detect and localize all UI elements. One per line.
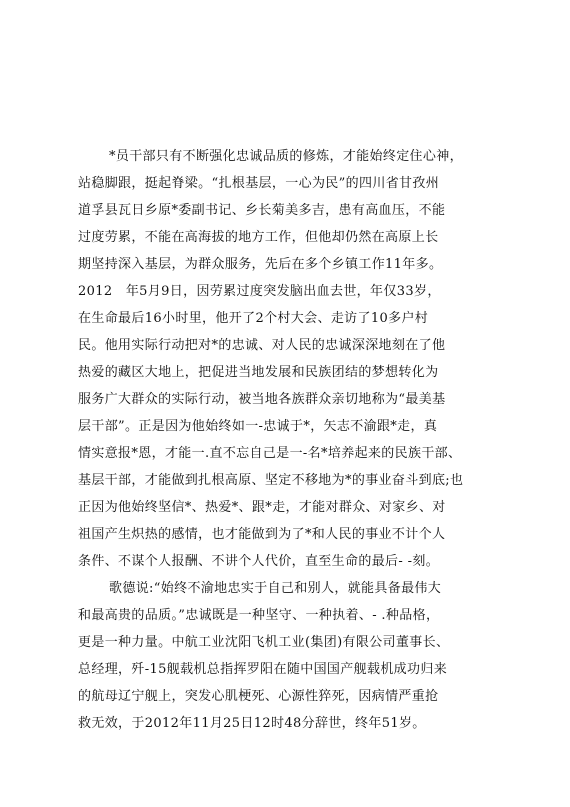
text-line: 道孚县瓦日乡原*委副书记、乡长菊美多吉，患有高血压，不能 <box>78 203 446 218</box>
text-line: 和最高贵的品质。”忠诚既是一种坚守、一种执着、- .种品格， <box>78 608 440 623</box>
text-line: 过度劳累，不能在高海拔的地方工作，但他却仍然在高原上长 <box>78 230 439 245</box>
text-line: 更是一种力量。中航工业沈阳飞机工业(集团)有限公司董事长、 <box>78 635 450 650</box>
text-line: 情实意报*恩，才能一.直不忘自己是一-名*培养起来的民族干部、 <box>78 446 462 461</box>
text-line: 热爱的藏区大地上，把促进当地发展和民族团结的梦想转化为 <box>78 365 439 380</box>
text-line: 祖国产生炽热的感情，也才能做到为了*和人民的事业不计个人 <box>78 527 446 542</box>
text-line: 民。他用实际行动把对*的忠诚、对人民的忠诚深深地刻在了他 <box>78 338 446 353</box>
text-line: 基层干部，才能做到扎根高原、坚定不移地为*的事业奋斗到底;也 <box>78 473 464 488</box>
text-line: 2012 年5月9日，因劳累过度突发脑出血去世，年仅33岁， <box>78 284 441 299</box>
text-line: 歌德说:“始终不渝地忠实于自己和别人，就能具备最伟大 <box>109 581 442 596</box>
text-line: 条件、不谋个人报酬、不讲个人代价，直至生命的最后- -刻。 <box>78 554 440 569</box>
text-line: 的航母辽宁舰上，突发心肌梗死、心源性猝死，因病情严重抢 <box>78 689 439 704</box>
text-line: 总经理，歼-15舰载机总指挥罗阳在随中国国产舰载机成功归来 <box>78 662 448 677</box>
text-line: *员干部只有不断强化忠诚品质的修炼，才能始终定住心神， <box>109 149 463 164</box>
text-line: 在生命最后16小时里，他开了2个村大会、走访了10多户村 <box>78 311 429 326</box>
text-line: 期坚持深入基层，为群众服务，先后在多个乡镇工作11年多。 <box>78 257 443 272</box>
text-line: 层干部”。正是因为他始终如一-忠诚于*，矢志不渝跟*走，真 <box>78 419 438 434</box>
text-line: 服务广大群众的实际行动，被当地各族群众亲切地称为“最美基 <box>78 392 446 407</box>
text-line: 正因为他始终坚信*、热爱*、跟*走，才能对群众、对家乡、对 <box>78 500 446 515</box>
text-line: 救无效，于2012年11月25日12时48分辞世，终年51岁。 <box>78 716 426 731</box>
text-line: 站稳脚跟，挺起脊梁。“扎根基层，一心为民”的四川省甘孜州 <box>78 176 440 191</box>
